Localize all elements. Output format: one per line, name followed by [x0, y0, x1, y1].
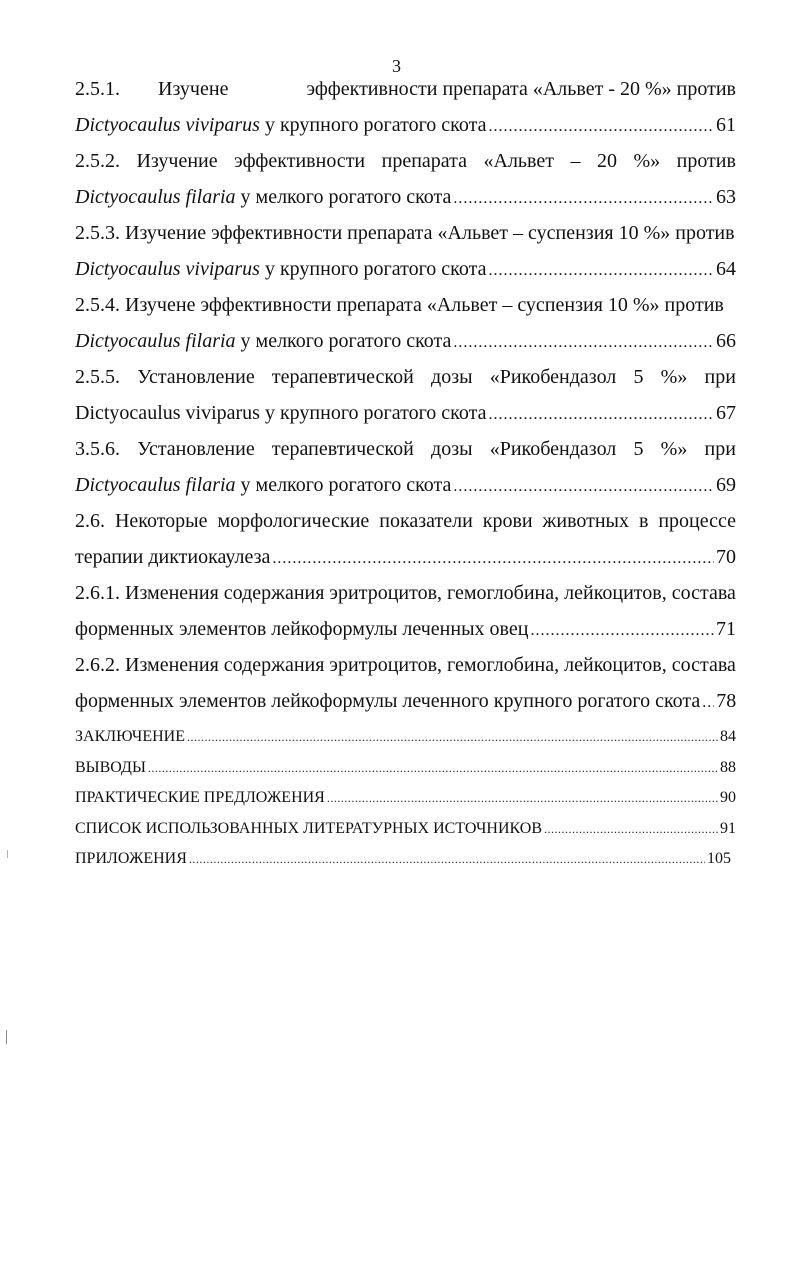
toc-entry-word: дозы: [431, 366, 473, 388]
toc-entry-word: «Рикобендазол: [489, 366, 617, 388]
toc-entry-word: %»: [660, 366, 688, 388]
toc-entry-heading: [75, 288, 736, 324]
toc-entry-word: Изучение: [136, 150, 218, 172]
toc-page-number: 67: [716, 401, 736, 424]
toc-entry-text: Dictyocaulus viviparus у крупного рогатого скота: [75, 401, 487, 424]
toc-entry-word: при: [704, 438, 736, 460]
dot-leader: [488, 253, 714, 289]
toc-sections: [75, 722, 736, 875]
toc-entry-text: у крупного рогатого скота: [259, 113, 487, 136]
toc-entry-word: 5: [633, 366, 644, 388]
toc-entry-heading: [75, 432, 736, 468]
toc-page-number: 90: [720, 789, 736, 806]
species-name: Dictyocaulus filaria: [75, 185, 236, 208]
toc-entry-heading: [75, 72, 736, 108]
toc-entry-word: животных: [542, 510, 629, 532]
toc-entry-text: 2.5.3. Изучение эффективности препарата «Альвет – суспензия 10 %» против: [75, 222, 735, 244]
toc-entry-continuation[interactable]: [75, 468, 736, 505]
toc-entry-word: эффективности препарата «Альвет - 20 %» против: [306, 78, 736, 100]
toc-entry-word: терапевтической: [271, 438, 414, 460]
dot-leader: [148, 754, 718, 784]
toc-entry-text: у мелкого рогатого скота: [235, 185, 452, 208]
toc-entry: [75, 360, 736, 432]
toc-entry-heading: [75, 144, 736, 180]
toc-entry-word: препарата: [381, 150, 468, 172]
toc-entry-word: морфологические: [217, 510, 370, 532]
toc-entry-word: крови: [482, 510, 533, 532]
toc-entry-word: эффективности: [234, 150, 366, 172]
toc-entry: [75, 504, 736, 576]
scan-speck: [7, 850, 8, 858]
toc-entry-text: терапии диктиокаулеза: [75, 545, 271, 568]
toc-entry-number: 2.6.: [75, 510, 105, 532]
dot-leader: [327, 784, 718, 814]
toc-entry-text: 2.6.2. Изменения содержания эритроцитов, гемоглобина, лейкоцитов, состава: [75, 654, 736, 676]
toc-page-number: 64: [716, 257, 736, 280]
toc-entry: [75, 648, 736, 720]
toc-entry-number: 2.5.2.: [75, 150, 120, 172]
toc-entry-number: 2.5.1.: [75, 78, 120, 100]
toc-page-number: 91: [720, 819, 736, 837]
toc-entry-continuation[interactable]: [75, 180, 736, 217]
toc-entry-text: форменных элементов лейкоформулы леченного крупного рогатого скота: [75, 689, 701, 712]
toc-entry-heading: [75, 360, 736, 396]
dot-leader: [488, 397, 714, 433]
toc-entry-text: у мелкого рогатого скота: [235, 329, 452, 352]
toc-section-references[interactable]: [75, 814, 736, 845]
toc-entry: [75, 432, 736, 504]
toc-entry-heading: [75, 576, 736, 612]
toc-entry-word: –: [570, 150, 581, 172]
toc-entry-text: у крупного рогатого скота: [259, 257, 487, 280]
toc-entry-heading: [75, 216, 736, 252]
toc-page-number: 61: [716, 113, 736, 136]
toc-entry-number: 3.5.6.: [75, 438, 120, 460]
table-of-contents: [75, 72, 736, 875]
toc-entry-text: 2.5.4. Изучене эффективности препарата «Альвет – суспензия 10 %» против: [75, 294, 724, 316]
toc-entry-word: Установление: [137, 366, 255, 388]
toc-page-number: 66: [716, 329, 736, 352]
toc-entry-word: 5: [633, 438, 644, 460]
toc-page-number: 78: [716, 689, 737, 712]
toc-entry-continuation[interactable]: [75, 252, 736, 289]
toc-entry-continuation[interactable]: [75, 324, 736, 361]
toc-entry-word: показатели: [379, 510, 473, 532]
toc-entry-word: процессе: [658, 510, 736, 532]
toc-entry-heading: [75, 504, 736, 540]
toc-page-number: 70: [716, 545, 736, 568]
toc-entry-word: против: [676, 150, 736, 172]
dot-leader: [272, 541, 714, 577]
toc-section-proposals[interactable]: [75, 783, 736, 814]
scan-speck: [6, 1030, 7, 1044]
toc-entry-word: %»: [633, 150, 661, 172]
toc-page-number: 88: [720, 758, 736, 776]
toc-entry-word: «Альвет: [483, 150, 554, 172]
toc-entry-word: Некоторые: [114, 510, 208, 532]
toc-entry-word: терапевтической: [271, 366, 414, 388]
toc-entry-word: 20: [596, 150, 617, 172]
toc-section-title: СПИСОК ИСПОЛЬЗОВАННЫХ ЛИТЕРАТУРНЫХ ИСТОЧНИКОВ: [75, 819, 543, 837]
toc-entry-word: Установление: [137, 438, 255, 460]
toc-page-number: 71: [716, 617, 736, 640]
toc-entry-word: в: [638, 510, 649, 532]
toc-entry: [75, 216, 736, 288]
dot-leader: [488, 109, 714, 145]
toc-entry: [75, 144, 736, 216]
toc-entry-number: 2.5.5.: [75, 366, 120, 388]
toc-section-findings[interactable]: [75, 753, 736, 784]
toc-entry-continuation[interactable]: [75, 612, 736, 649]
toc-entry-continuation[interactable]: [75, 396, 736, 433]
toc-entry-text: 2.6.1. Изменения содержания эритроцитов, гемоглобина, лейкоцитов, состава: [75, 582, 736, 604]
toc-entry: [75, 72, 736, 144]
toc-page-number: 69: [716, 473, 736, 496]
toc-entry-continuation[interactable]: [75, 540, 736, 577]
toc-entry-word: при: [704, 366, 736, 388]
dot-leader: [453, 325, 714, 361]
toc-entry-word: %»: [660, 438, 688, 460]
toc-entry-continuation[interactable]: [75, 684, 736, 721]
toc-entry: [75, 576, 736, 648]
toc-page-number: 84: [720, 728, 736, 745]
species-name: Dictyocaulus filaria: [75, 329, 236, 352]
toc-entry-text: у мелкого рогатого скота: [235, 473, 452, 496]
page-number: 3: [392, 56, 401, 76]
dot-leader: [702, 685, 714, 721]
species-name: Dictyocaulus viviparus: [75, 113, 260, 136]
dot-leader: [530, 613, 714, 649]
dot-leader: [187, 723, 718, 753]
toc-entry-heading: [75, 648, 736, 684]
dot-leader: [544, 815, 718, 845]
dot-leader: [453, 469, 714, 505]
toc-section-title: ПРАКТИЧЕСКИЕ ПРЕДЛОЖЕНИЯ: [75, 789, 325, 806]
toc-section-title: ВЫВОДЫ: [75, 758, 146, 776]
toc-entry-word: дозы: [431, 438, 473, 460]
toc-entry-text: форменных элементов лейкоформулы леченных овец: [75, 617, 529, 640]
toc-entry-word: «Рикобендазол: [489, 438, 617, 460]
dot-leader: [189, 845, 705, 875]
toc-page-number: 105: [707, 850, 731, 867]
toc-section-title: ЗАКЛЮЧЕНИЕ: [75, 728, 185, 745]
toc-entry: [75, 288, 736, 360]
toc-section-appendices[interactable]: [75, 844, 731, 875]
species-name: Dictyocaulus filaria: [75, 473, 236, 496]
toc-entry-word: Изучене: [158, 78, 229, 100]
toc-page-number: 63: [716, 185, 736, 208]
dot-leader: [453, 181, 714, 217]
toc-section-title: ПРИЛОЖЕНИЯ: [75, 850, 187, 867]
species-name: Dictyocaulus viviparus: [75, 257, 260, 280]
toc-section-conclusion[interactable]: [75, 722, 736, 753]
toc-entry-continuation[interactable]: [75, 108, 736, 145]
